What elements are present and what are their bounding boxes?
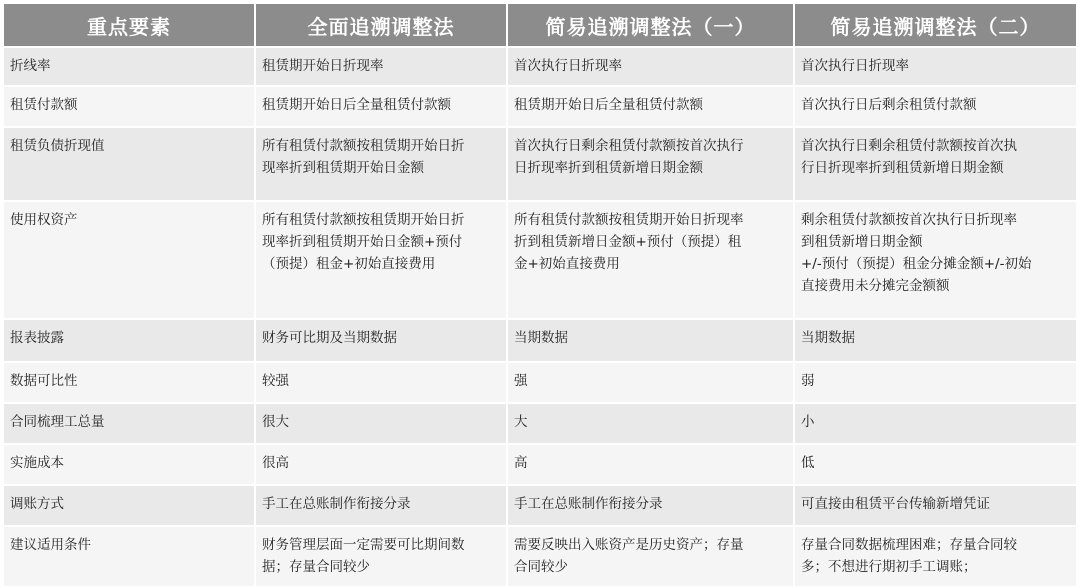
cell-line: 行日折现率折到租赁新增日期金额 (801, 160, 1004, 176)
full-method-cell (256, 527, 506, 586)
cell-line: 现率折到租赁期开始日金额+预付 (262, 234, 463, 250)
factor-cell (4, 445, 254, 484)
comparison-table (2, 2, 1078, 588)
full-method-cell (256, 87, 506, 126)
factor-cell (4, 202, 254, 318)
cell-line: 折到租赁新增日金额+预付（预提）租 (514, 234, 742, 250)
full-method-cell (256, 486, 506, 525)
cell-line: 现率折到租赁期开始日金额 (262, 160, 424, 176)
factor-cell (4, 486, 254, 525)
cell-line: 首次执行日剩余租赁付款额按首次执行 (514, 138, 744, 154)
table-row (4, 404, 1076, 443)
cell-line: 实施成本 (10, 455, 64, 471)
table-row (4, 527, 1076, 586)
factor-cell (4, 48, 254, 85)
simple-method-1-cell (508, 87, 793, 126)
cell-line: 使用权资产 (10, 212, 78, 228)
cell-line: 日折现率折到租赁新增日期金额 (514, 160, 703, 176)
table-row (4, 48, 1076, 85)
cell-line: 当期数据 (514, 330, 568, 346)
cell-line: 合同较少 (514, 559, 568, 575)
cell-line: 高 (514, 455, 528, 471)
simple-method-2-cell (795, 486, 1076, 525)
simple-method-1-cell (508, 128, 793, 200)
full-method-cell (256, 48, 506, 85)
full-method-cell (256, 320, 506, 361)
cell-line: 直接费用未分摊完金额额 (801, 278, 950, 294)
cell-line: 当期数据 (801, 330, 855, 346)
cell-line: 存量合同数据梳理困难；存量合同较 (801, 537, 1017, 553)
cell-line: 建议适用条件 (10, 537, 91, 553)
factor-cell (4, 87, 254, 126)
simple-method-1-cell (508, 486, 793, 525)
cell-line: 租赁负债折现值 (10, 138, 105, 154)
table-row (4, 363, 1076, 402)
simple-method-2-cell (795, 87, 1076, 126)
cell-line: 首次执行日剩余租赁付款额按首次执 (801, 138, 1017, 154)
factor-cell (4, 320, 254, 361)
simple-method-1-cell (508, 404, 793, 443)
cell-line: +/-预付（预提）租金分摊金额+/-初始 (801, 256, 1032, 272)
table-row (4, 445, 1076, 484)
simple-method-1-cell (508, 527, 793, 586)
table-row (4, 87, 1076, 126)
cell-line: 首次执行日折现率 (801, 58, 909, 74)
header-key-factor: 重点要素 (4, 4, 254, 46)
simple-method-2-cell (795, 363, 1076, 402)
simple-method-1-cell (508, 363, 793, 402)
cell-line: 金+初始直接费用 (514, 256, 620, 272)
cell-line: 到租赁新增日期金额 (801, 234, 923, 250)
cell-line: 低 (801, 455, 815, 471)
header-full-retrospective: 全面追溯调整法 (256, 4, 506, 46)
cell-line: 强 (514, 373, 528, 389)
factor-cell (4, 404, 254, 443)
table-row (4, 320, 1076, 361)
cell-line: 需要反映出入账资产是历史资产；存量 (514, 537, 744, 553)
cell-line: 手工在总账制作衔接分录 (514, 496, 663, 512)
cell-line: 小 (801, 414, 815, 430)
cell-line: 折线率 (10, 58, 51, 74)
header-row (4, 4, 1076, 46)
cell-line: 财务管理层面一定需要可比期间数 (262, 537, 465, 553)
table-row (4, 486, 1076, 525)
cell-line: 可直接由租赁平台传输新增凭证 (801, 496, 990, 512)
cell-line: 数据可比性 (10, 373, 78, 389)
cell-line: 合同梳理工总量 (10, 414, 105, 430)
simple-method-2-cell (795, 128, 1076, 200)
cell-line: 剩余租赁付款额按首次执行日折现率 (801, 212, 1017, 228)
header-simplified-method-1: 简易追溯调整法（一） (508, 4, 793, 46)
simple-method-1-cell (508, 320, 793, 361)
cell-line: 报表披露 (10, 330, 64, 346)
table-body (4, 48, 1076, 586)
cell-line: 所有租赁付款额按租赁期开始日折 (262, 138, 465, 154)
table-header (4, 4, 1076, 46)
cell-line: 多；不想进行期初手工调账； (801, 559, 977, 575)
header-simplified-method-2: 简易追溯调整法（二） (795, 4, 1076, 46)
full-method-cell (256, 128, 506, 200)
simple-method-1-cell (508, 445, 793, 484)
cell-line: 据；存量合同较少 (262, 559, 370, 575)
simple-method-2-cell (795, 527, 1076, 586)
factor-cell (4, 128, 254, 200)
simple-method-2-cell (795, 48, 1076, 85)
cell-line: 所有租赁付款额按租赁期开始日折 (262, 212, 465, 228)
simple-method-1-cell (508, 48, 793, 85)
full-method-cell (256, 445, 506, 484)
factor-cell (4, 363, 254, 402)
cell-line: 弱 (801, 373, 815, 389)
full-method-cell (256, 202, 506, 318)
cell-line: 较强 (262, 373, 289, 389)
cell-line: 很高 (262, 455, 289, 471)
cell-line: 所有租赁付款额按租赁期开始日折现率 (514, 212, 744, 228)
table-row (4, 202, 1076, 318)
cell-line: 首次执行日折现率 (514, 58, 622, 74)
simple-method-2-cell (795, 445, 1076, 484)
simple-method-2-cell (795, 202, 1076, 318)
cell-line: 很大 (262, 414, 289, 430)
cell-line: 租赁期开始日后全量租赁付款额 (262, 97, 451, 113)
cell-line: 财务可比期及当期数据 (262, 330, 397, 346)
factor-cell (4, 527, 254, 586)
cell-line: 租赁付款额 (10, 97, 78, 113)
cell-line: 首次执行日后剩余租赁付款额 (801, 97, 977, 113)
cell-line: 租赁期开始日后全量租赁付款额 (514, 97, 703, 113)
simple-method-2-cell (795, 404, 1076, 443)
simple-method-1-cell (508, 202, 793, 318)
simple-method-2-cell (795, 320, 1076, 361)
table-row (4, 128, 1076, 200)
cell-line: 调账方式 (10, 496, 64, 512)
full-method-cell (256, 404, 506, 443)
cell-line: （预提）租金+初始直接费用 (262, 256, 436, 272)
cell-line: 租赁期开始日折现率 (262, 58, 384, 74)
cell-line: 手工在总账制作衔接分录 (262, 496, 411, 512)
cell-line: 大 (514, 414, 528, 430)
full-method-cell (256, 363, 506, 402)
